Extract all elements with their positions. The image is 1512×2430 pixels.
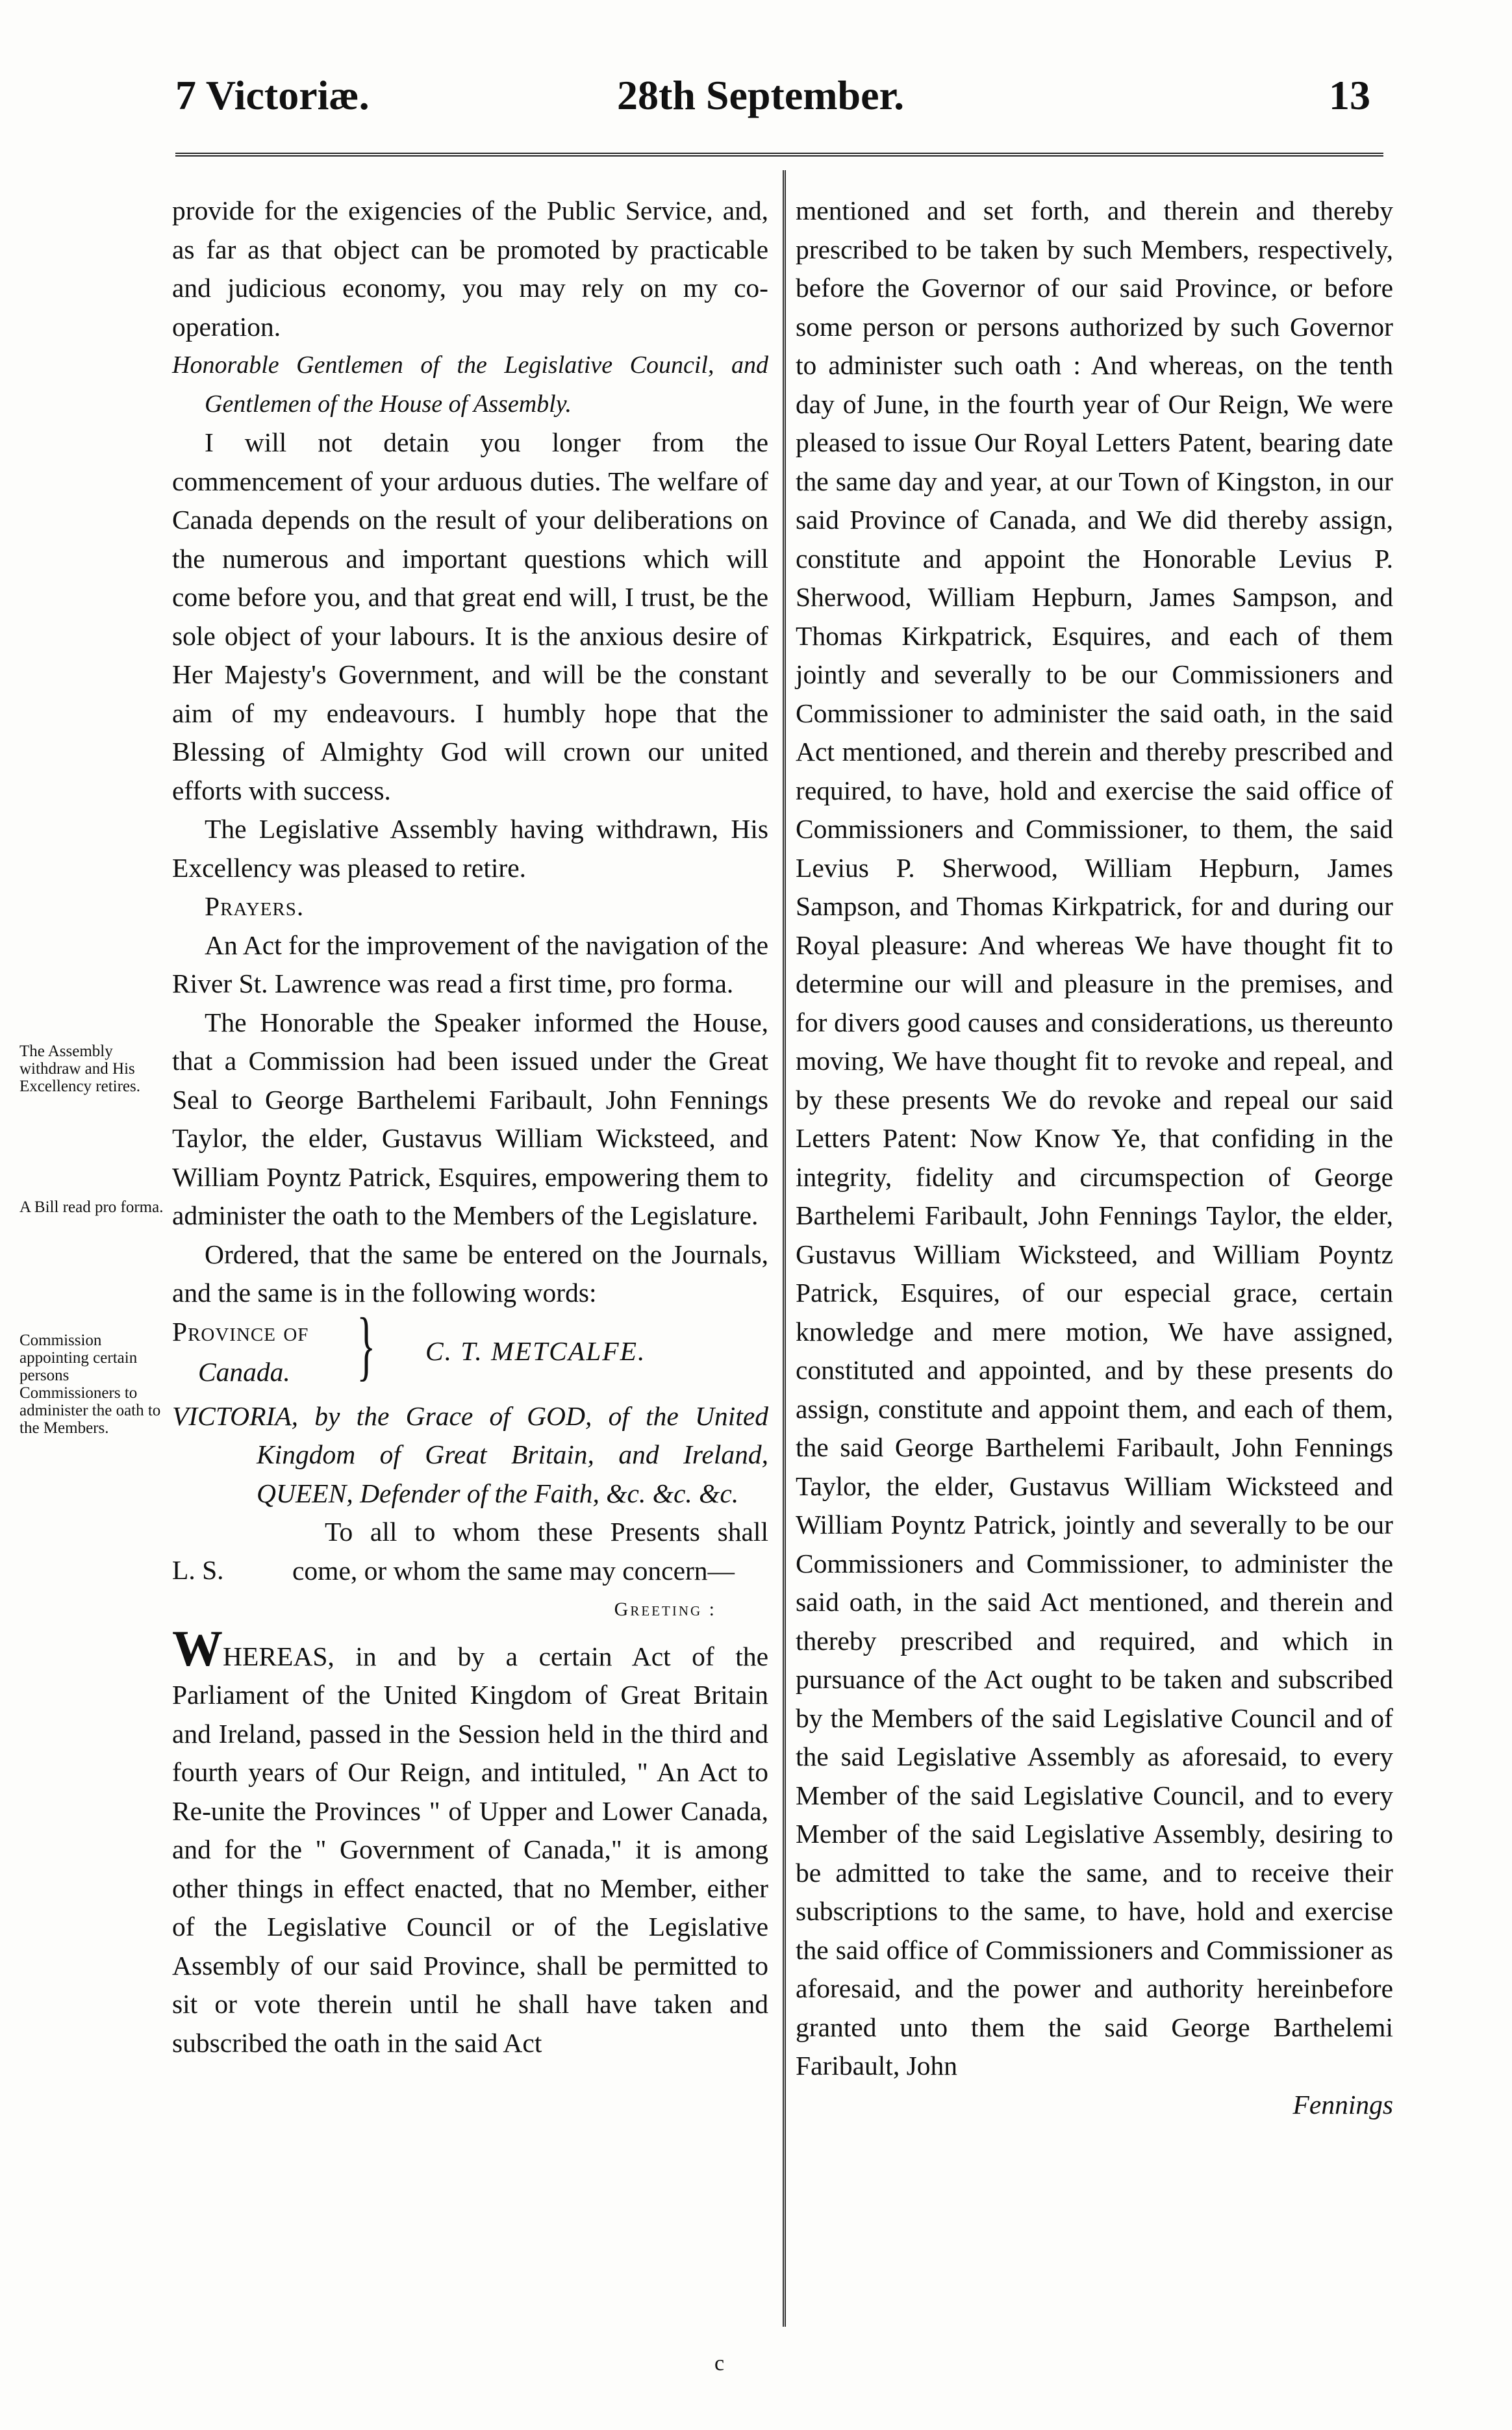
province-canada-label: Canada.	[198, 1356, 290, 1387]
dropcap-w: W	[172, 1619, 223, 1677]
signature-metcalfe: C. T. METCALFE.	[425, 1335, 646, 1366]
paragraph-assembly-withdrawn: The Legislative Assembly having withdrawn, His Excellency was pleased to retire.	[172, 814, 768, 883]
brace-glyph: }	[357, 1301, 376, 1388]
heading-prayers: Prayers.	[205, 891, 305, 921]
whereas-text: HEREAS, in and by a certain Act of the Parliament of the United Kingdom of Great Britain and Ireland, passed in the Session held in the third and fourth years of Our Reign, and intituled, " An Act to Re-unite the Provinces " of Upper and Lower Canada, and for the " Government of Canada," it is among other things in effect enacted, that no Member, either of the Legislative Council or of the Legislative Assembly of our said Province, shall be permitted to sit or vote therein until he shall have taken and subscribed the oath in the said Act	[172, 1641, 768, 2058]
paragraph-exigencies: provide for the exigencies of the Public Service, and, as far as that object can be promoted by practicable and judicious economy, you may rely on my co-operation.	[172, 196, 768, 342]
signature-mark: c	[714, 2351, 725, 2375]
margin-note-assembly-withdraw: The Assembly withdraw and His Excellency retires.	[19, 1043, 141, 1095]
header-date: 28th September.	[617, 72, 905, 118]
header-rule	[175, 153, 1383, 157]
greeting-label: Greeting :	[614, 1599, 716, 1620]
province-signature-block	[172, 1301, 768, 1397]
paragraph-bill-read: An Act for the improvement of the navigation of the River St. Lawrence was read a first time, pro forma.	[172, 930, 768, 998]
right-column	[796, 192, 1393, 2124]
paragraph-commission: The Honorable the Speaker informed the House, that a Commission had been issued under the Great Seal to George Barthelemi Faribault, John Fennings Taylor, the elder, Gustavus William Wicksteed, and William Poyntz Patrick, Esquires, empowering them to administer the oath to the Members of the Legislature.	[172, 1007, 768, 1230]
seal-block	[172, 1513, 768, 1590]
header-regnal-year: 7 Victoriæ.	[175, 72, 370, 118]
seal-ls-label: L. S.	[172, 1555, 224, 1585]
paragraph-arduous-duties: I will not detain you longer from the commencement of your arduous duties. The welfare of Canada depends on the result of your deliberations on the numerous and important questions which will come before you, and that great end will, I trust, be the sole object of your labours. It is the anxious desire of Her Majesty's Government, and will be the constant aim of my endeavours. I humbly hope that the Blessing of Almighty God will crown our united efforts with success.	[172, 427, 768, 805]
paragraph-ordered: Ordered, that the same be entered on the Journals, and the same is in the following words:	[172, 1239, 768, 1308]
margin-note-commission: Commission appointing certain persons Commissioners to administer the oath to the Members.	[19, 1332, 161, 1437]
left-column	[172, 192, 768, 2062]
paragraph-whereas	[172, 1619, 768, 2063]
catchword: Fennings	[1292, 2089, 1393, 2120]
province-of-label: Province of	[172, 1316, 309, 1347]
margin-note-bill-read: A Bill read pro forma.	[19, 1198, 164, 1216]
victoria-title: VICTORIA, by the Grace of GOD, of the United Kingdom of Great Britain, and Ireland, QUEEN, Defender of the Faith, &c. &c. &c.	[172, 1400, 768, 1508]
address-gentlemen: Honorable Gentlemen of the Legislative Council, and Gentlemen of the House of Assembly.	[172, 351, 768, 418]
page-header	[175, 71, 1370, 130]
page-number: 13	[1329, 72, 1370, 118]
column-divider	[783, 170, 786, 2327]
paragraph-right-body: mentioned and set forth, and therein and thereby prescribed to be taken by such Members, respectively, before the Governor of our said Province, or before some person or persons authorized by such Governor to administer such oath : And whereas, on the tenth day of June, in the fourth year of Our Reign, We were pleased to issue Our Royal Letters Patent, bearing date the same day and year, at our Town of Kingston, in our said Province of Canada, and We did thereby assign, constitute and appoint the Honorable Levius P. Sherwood, William Hepburn, James Sampson, and Thomas Kirkpatrick, Esquires, and each of them jointly and severally to be our Commissioners and Commissioner to administer the said oath, in the said Act mentioned, and therein and thereby prescribed and required, to have, hold and exercise the said office of Commissioners and Commissioner, to them, the said Levius P. Sherwood, William Hepburn, James Sampson, and Thomas Kirkpatrick, for and during our Royal pleasure: And whereas We have thought fit to determine our will and pleasure in the premises, and for divers good causes and considerations, us thereunto moving, We have thought fit to revoke and repeal, and by these presents We do revoke and repeal our said Letters Patent: Now Know Ye, that confiding in the integrity, fidelity and circumspection of George Barthelemi Faribault, John Fennings Taylor, the elder, Gustavus William Wicksteed, and William Poyntz Patrick, Esquires, of our especial grace, certain knowledge and mere motion, We have assigned, constituted and appointed, and by these presents do assign, constitute and appoint them, and each of them, the said George Barthelemi Faribault, John Fennings Taylor, the elder, Gustavus William Wicksteed and William Poyntz Patrick, jointly and severally to be our Commissioners and Commissioner, to administer the said oath, in the said Act mentioned, and therein and thereby prescribed and required, and which in pursuance of the Act ought to be taken and subscribed by the Members of the said Legislative Council and of the said Legislative Assembly as aforesaid, to every Member of the said Legislative Council, and to every Member of the said Legislative Assembly, desiring to be admitted to take the same, and to receive their subscriptions to the same, to have, hold and exercise the said office of Commissioners and Commissioner as aforesaid, and the power and authority hereinbefore granted unto them the said George Barthelemi Faribault, John	[796, 196, 1393, 2081]
to-all-whom: To all to whom these Presents shall come, or whom the same may concern—	[292, 1517, 768, 1586]
